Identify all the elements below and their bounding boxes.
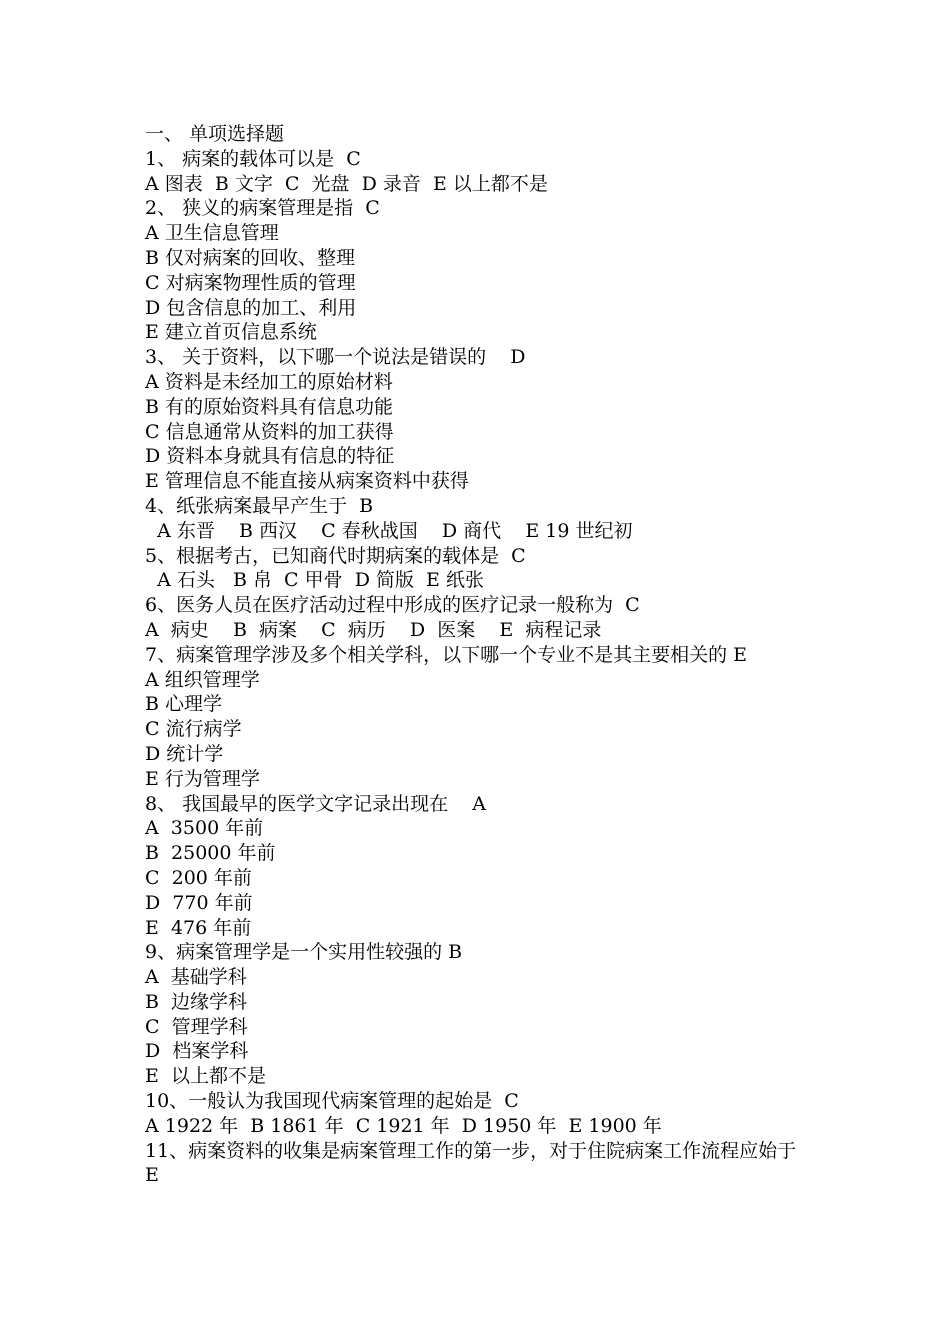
question-9-option-d: D 档案学科 [145, 1040, 249, 1063]
question-11: 11、病案资料的收集是病案管理工作的第一步，对于住院病案工作流程应始于 E [145, 1139, 797, 1187]
question-7: 7、病案管理学涉及多个相关学科，以下哪一个专业不是其主要相关的 E [145, 643, 747, 666]
question-8: 8、 我国最早的医学文字记录出现在 A [145, 792, 487, 815]
question-9: 9、病案管理学是一个实用性较强的 B [145, 941, 463, 964]
question-6-options: A 病史 B 病案 C 病历 D 医案 E 病程记录 [145, 618, 602, 641]
question-3-option-d: D 资料本身就具有信息的特征 [145, 445, 395, 468]
question-3-option-e: E 管理信息不能直接从病案资料中获得 [145, 470, 469, 493]
question-3: 3、 关于资料，以下哪一个说法是错误的 D [145, 346, 526, 369]
question-8-option-e: E 476 年前 [145, 916, 252, 939]
question-4-options: A 东晋 B 西汉 C 春秋战国 D 商代 E 19 世纪初 [145, 519, 633, 542]
question-3-option-a: A 资料是未经加工的原始材料 [145, 370, 393, 393]
question-7-option-c: C 流行病学 [145, 718, 242, 741]
question-1-options: A 图表 B 文字 C 光盘 D 录音 E 以上都不是 [145, 172, 548, 195]
question-2-option-e: E 建立首页信息系统 [145, 321, 317, 344]
question-8-option-d: D 770 年前 [145, 891, 253, 914]
question-9-option-a: A 基础学科 [145, 966, 247, 989]
question-8-option-c: C 200 年前 [145, 866, 252, 889]
question-7-option-a: A 组织管理学 [145, 668, 260, 691]
question-5: 5、根据考古，已知商代时期病案的载体是 C [145, 544, 526, 567]
question-9-option-c: C 管理学科 [145, 1015, 248, 1038]
question-3-option-b: B 有的原始资料具有信息功能 [145, 395, 394, 418]
question-8-option-a: A 3500 年前 [145, 817, 264, 840]
question-1: 1、 病案的载体可以是 C [145, 147, 361, 170]
question-2-option-d: D 包含信息的加工、利用 [145, 296, 357, 319]
question-6: 6、医务人员在医疗活动过程中形成的医疗记录一般称为 C [145, 594, 640, 617]
document-page [145, 122, 815, 1188]
question-9-option-b: B 边缘学科 [145, 990, 248, 1013]
question-9-option-e: E 以上都不是 [145, 1065, 266, 1088]
question-5-options: A 石头 B 帛 C 甲骨 D 简版 E 纸张 [145, 569, 484, 592]
question-4: 4、纸张病案最早产生于 B [145, 494, 374, 517]
question-2-option-a: A 卫生信息管理 [145, 222, 279, 245]
question-2-option-c: C 对病案物理性质的管理 [145, 271, 356, 294]
question-7-option-e: E 行为管理学 [145, 767, 260, 790]
question-2: 2、 狭义的病案管理是指 C [145, 197, 380, 220]
question-7-option-b: B 心理学 [145, 693, 223, 716]
question-2-option-b: B 仅对病案的回收、整理 [145, 246, 356, 269]
question-3-option-c: C 信息通常从资料的加工获得 [145, 420, 394, 443]
question-10: 10、一般认为我国现代病案管理的起始是 C [145, 1090, 519, 1113]
question-8-option-b: B 25000 年前 [145, 842, 276, 865]
question-7-option-d: D 统计学 [145, 742, 224, 765]
section-heading: 一、 单项选择题 [145, 123, 285, 145]
question-10-options: A 1922 年 B 1861 年 C 1921 年 D 1950 年 E 1900 年 [145, 1114, 662, 1137]
